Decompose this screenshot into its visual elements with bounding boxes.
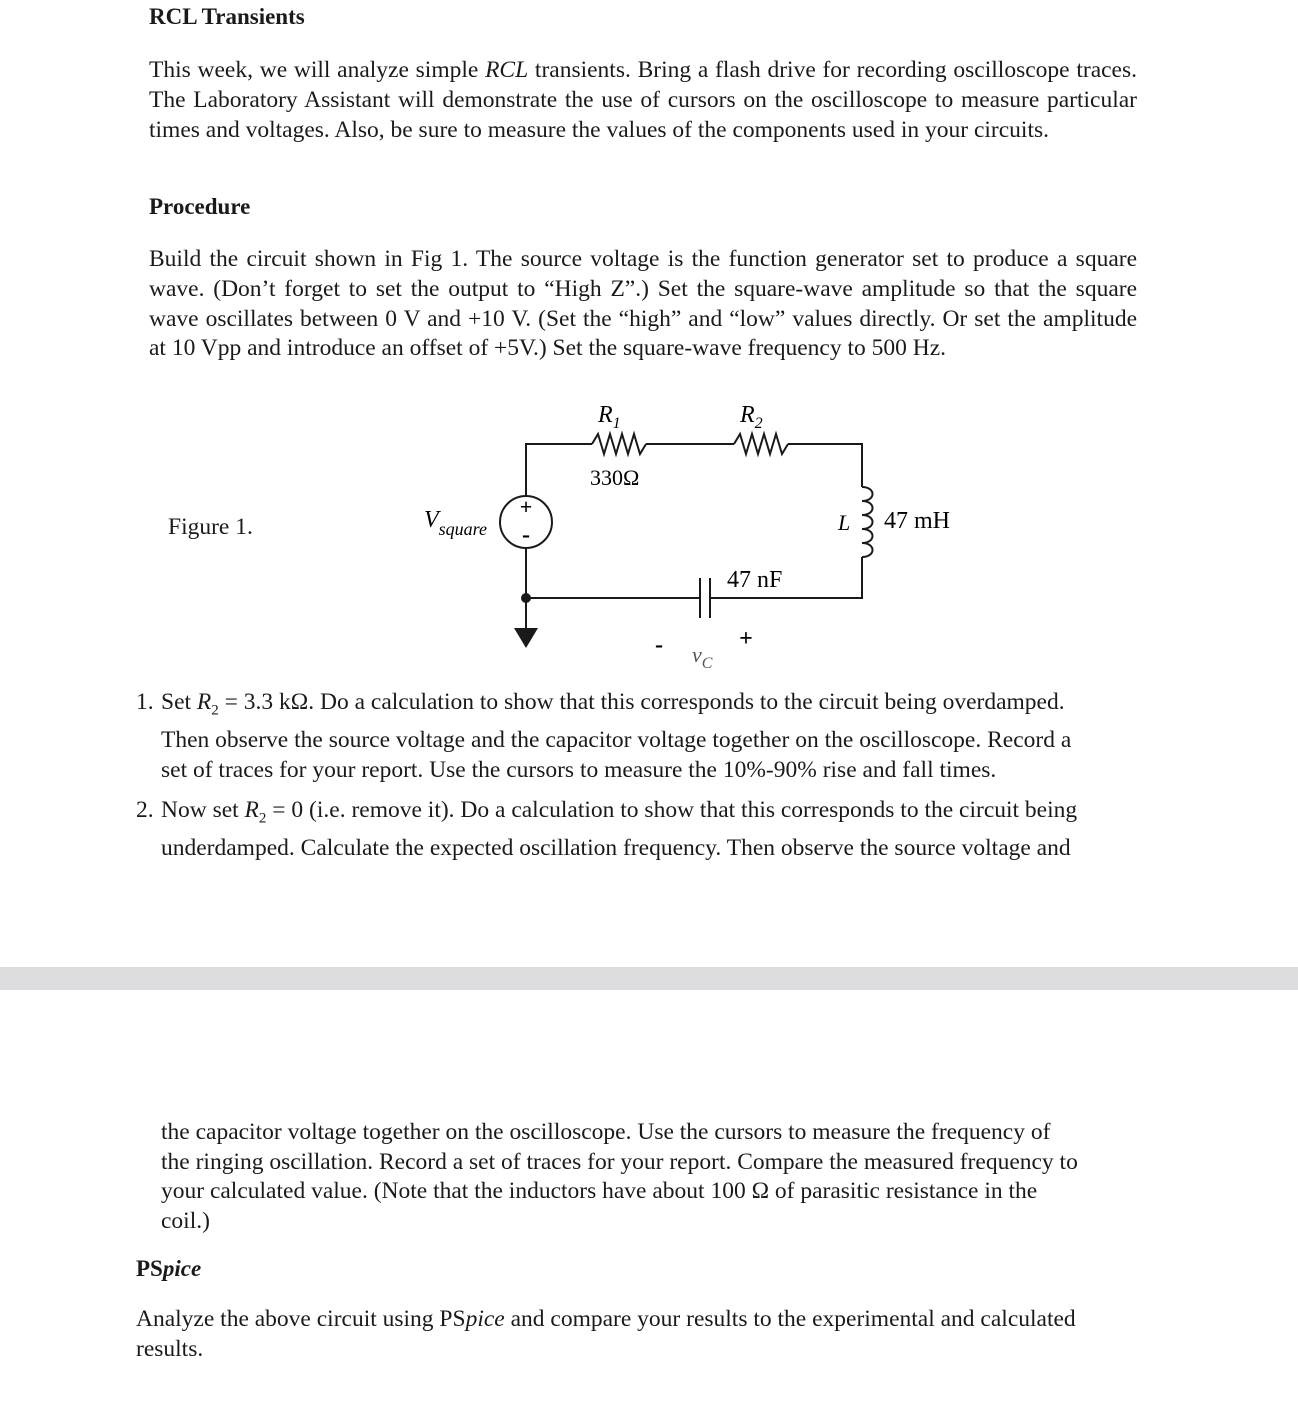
- intro-text: used in your circuits.: [851, 116, 1049, 143]
- r1-label: [597, 402, 621, 432]
- pspice-heading-em: pice: [162, 1256, 202, 1281]
- r1-name: R: [598, 402, 613, 428]
- r1-subscript: 1: [612, 415, 621, 432]
- pspice-line: results.: [136, 1335, 204, 1362]
- source-minus-sign: -: [522, 522, 530, 548]
- wire-top: [526, 444, 592, 496]
- continuation-line: coil.): [161, 1207, 210, 1234]
- list-item-text: [161, 796, 1176, 864]
- procedure-text: 500 Hz.: [871, 335, 947, 362]
- pspice-heading: [136, 1256, 201, 1282]
- intro-text: traces. The Laboratory Assistant will demonstrate the use of cursors on the oscilloscope to: [149, 57, 1138, 113]
- continuation-line: the ringing oscillation. Record a set of traces for your report. Compare the measured frequency to: [161, 1148, 1078, 1175]
- text-run: = 0 (i.e. remove it). Do a calculation to show that this corresponds to the circuit being: [266, 797, 1078, 823]
- r1-value: 330Ω: [590, 465, 640, 490]
- page-break-divider: [0, 967, 1298, 990]
- list-item: [136, 688, 1176, 785]
- continuation-line: your calculated value. (Note that the inductors have about 100 Ω of parasitic resistance in the: [161, 1178, 1038, 1205]
- text-run: and compare your results to the experimental and calculated: [504, 1306, 1076, 1332]
- wire-top-right: [788, 444, 862, 487]
- resistor-r2-symbol: [734, 434, 788, 454]
- inductor-label: L: [838, 510, 851, 535]
- continuation-line: the capacitor voltage together on the oscilloscope. Use the cursors to measure the frequency of: [161, 1119, 1051, 1145]
- procedure-heading: Procedure: [149, 194, 251, 219]
- capacitor-value: 47 nF: [727, 567, 783, 593]
- vc-minus-sign: -: [655, 632, 663, 658]
- list-item: [136, 796, 1176, 864]
- text-run: Analyze the above circuit using PS: [136, 1306, 466, 1332]
- var-subscript: 2: [211, 702, 219, 719]
- text-run: = 3.3 kΩ. Do a calculation to show that this corresponds to the circuit being overdamped.: [218, 689, 1065, 715]
- list-item-number: 1.: [136, 689, 154, 715]
- var-r: R: [244, 797, 259, 823]
- list-item-line: set of traces for your report. Use the cursors to measure the 10%-90% rise and fall times.: [161, 756, 997, 783]
- list-item-line: underdamped. Calculate the expected oscillation frequency. Then observe the source voltage and: [161, 835, 1071, 862]
- section-title: RCL Transients: [149, 4, 305, 29]
- node-dot: [521, 593, 531, 603]
- pspice-line: [136, 1305, 1166, 1335]
- r2-subscript: 2: [754, 415, 763, 432]
- resistor-r1-symbol: [592, 434, 646, 454]
- source-name: V: [424, 507, 439, 533]
- text-run: Now set: [161, 797, 245, 823]
- var-subscript: 2: [258, 810, 267, 827]
- intro-text: This week, we will analyze simple: [149, 57, 486, 83]
- procedure-text: the square wave oscillates between 0 V and +10 V. (Set the “high” and “low” values directly. Or: [149, 275, 1137, 332]
- procedure-text: Build the circuit shown in Fig 1. The source voltage is the function generator set to produce a: [149, 246, 1068, 272]
- source-subscript: square: [438, 519, 488, 539]
- intro-text: transients. Bring a flash drive for recording oscilloscope: [528, 57, 1070, 83]
- intro-text: measure particular times and voltages. Also, be sure to measure the values of the components: [149, 86, 1138, 143]
- vc-label: [692, 642, 713, 672]
- inductor-value: 47 mH: [884, 508, 950, 534]
- pspice-paragraph: [136, 1305, 1166, 1365]
- vc-plus-sign: +: [739, 626, 753, 652]
- inductor-coil-symbol: [862, 487, 873, 557]
- continuation-text: [161, 1118, 1171, 1236]
- text-run-em: pice: [465, 1306, 505, 1332]
- procedure-text: square wave. (Don’t forget to set the output to “High Z”.) Set the square-wave amplitude so that: [149, 246, 1138, 302]
- figure-label: Figure 1.: [168, 514, 253, 540]
- ground-arrow-icon: [514, 628, 538, 648]
- text-run: Set: [161, 689, 197, 715]
- list-item-line: [161, 688, 1176, 726]
- procedure-text: set the amplitude at 10 Vpp and introduce an offset of +5V.) Set the square-wave frequency to: [149, 305, 1138, 362]
- list-item-text: [161, 688, 1176, 785]
- source-plus-sign: +: [519, 494, 533, 519]
- source-label: [424, 507, 487, 539]
- list-item-line: [161, 796, 1176, 834]
- var-r: R: [196, 689, 212, 715]
- r2-name: R: [740, 402, 755, 428]
- list-item-number: 2.: [136, 797, 154, 823]
- pspice-heading-a: PS: [136, 1256, 163, 1281]
- r2-label: [739, 402, 763, 432]
- vc-subscript: C: [701, 655, 713, 672]
- list-item-line: Then observe the source voltage and the capacitor voltage together on the oscilloscope. Record a: [161, 727, 1072, 754]
- intro-rcl: RCL: [485, 57, 529, 83]
- circuit-diagram: [0, 0, 1298, 690]
- vc-name: v: [692, 642, 702, 667]
